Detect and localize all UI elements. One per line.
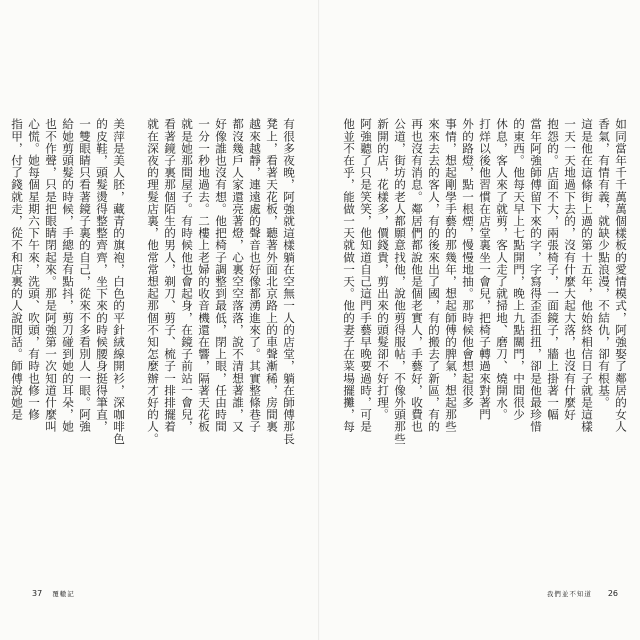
page-number: 37 xyxy=(32,589,43,598)
text-line: 也不作聲，只是把眼睛閉起來。那是阿強第一次知道什麼叫 xyxy=(44,118,58,433)
text-line: 抱怨的。店面不大，兩張椅子，一面鏡子，牆上掛著一幅 xyxy=(546,118,560,421)
text-line: 一天一天地過下去的，沒有什麼大起大落，也沒有什麼好 xyxy=(563,118,577,421)
running-head: 覆轍記 xyxy=(52,590,75,598)
text-line: 凳上，看著天花板，聽著外面北京路上的車聲漸稀，房間裏 xyxy=(265,118,279,433)
text-line: 心慌。她每個星期六下午來，洗頭、吹頭，有時也修一修 xyxy=(27,118,41,421)
right-page-text xyxy=(338,118,628,548)
right-page-footer xyxy=(547,589,618,598)
text-line: 就在深夜的理髮店裏，他常常想起那個不知怎麼辦才好的人。 xyxy=(146,118,160,445)
text-line: 當年阿強師傅留下來的字，字寫得歪歪扭扭，卻是他最珍惜 xyxy=(529,118,543,433)
left-page-text xyxy=(6,118,296,548)
text-line: 香氣，有情有義，就缺少點浪漫，不結仇，卻有根基。 xyxy=(597,118,611,409)
text-line: 的東西。他每天早上七點開門，晚上九點關門，中間很少 xyxy=(512,118,526,421)
text-line: 一雙眼睛只看著鏡子裏的自己，從來不多看別人一眼。阿強 xyxy=(78,118,92,433)
text-line: 給她剪頭髮的時候，手總是有點抖，剪刀碰到她的耳朵，她 xyxy=(61,118,75,433)
text-line: 就是她那間屋子。有時候他也會起身，在鏡子前站一會兒， xyxy=(180,118,194,433)
text-line: 阿強聽了只是笑笑，他知道自己這門手藝早晚要過時，可是 xyxy=(359,118,373,433)
text-line: 的皮鞋，頭髮燙得整整齊齊，坐下來的時候腰身挺得筆直， xyxy=(95,118,109,433)
text-line: 美萍是美人胚，藏青的旗袍，白色的平針絨線開衫，深咖啡色 xyxy=(112,118,126,445)
text-line: 事情，想起剛學手藝的那幾年，想起師傅的脾氣，想起那些 xyxy=(444,118,458,433)
text-line: 新開的店，花樣多，價錢貴，剪出來的頭髮卻不好打理。 xyxy=(376,118,390,421)
text-line: 好像誰也沒有想。他把椅子調整到最低，閉上眼，任由時間 xyxy=(214,118,228,433)
page-number: 26 xyxy=(607,589,618,598)
text-line: 看著鏡子裏那個陌生的男人，剃刀、剪子、梳子一排排擺着 xyxy=(163,118,177,433)
right-page xyxy=(320,0,640,640)
text-line: 他並不在乎，能做一天就做一天。他的妻子在菜場擺攤，每 xyxy=(342,118,356,433)
text-line: 來來去去的客人，有的後來出了國，有的搬去了新區，有的 xyxy=(427,118,441,433)
blank-line xyxy=(129,118,143,548)
text-line: 再也沒有消息。鄰居們都說他是個老實人，手藝好，收費也 xyxy=(410,118,424,433)
text-line: 有很多夜晚，阿強就這樣躺在空無一人的店堂，躺在師傅那長 xyxy=(282,118,296,445)
text-line: 打烊以後他習慣在店堂裏坐一會兒，把椅子轉過來對著門 xyxy=(478,118,492,421)
text-line: 都沒幾戶人家還亮著燈，心裏空空落落，說不清想著誰，又 xyxy=(231,118,245,433)
text-line: 公道，街坊的老人都願意找他，說他剪得服帖，不像外頭那些 xyxy=(393,118,407,445)
text-line: 如同當年千千萬萬個樣板的愛情模式，阿強娶了鄰居的女人 xyxy=(614,118,628,433)
running-head: 我們並不知道 xyxy=(546,590,592,598)
text-line: 外的路燈，點一根煙，慢慢地抽。那時候他會想起很多 xyxy=(461,118,475,409)
text-line: 越來越靜，連遠處的聲音也好像都湧進來了。其實整條巷子 xyxy=(248,118,262,433)
text-line: 休息，客人來了就剪，客人走了就掃地、磨刀、燒開水。 xyxy=(495,118,509,421)
text-line: 一分一秒地過去。二樓上老婦的收音機還在響，隔著天花板 xyxy=(197,118,211,433)
text-line: 指甲，付了錢就走，從不和店裏的人說閒話。師傅說她是 xyxy=(10,118,24,421)
text-line: 這是他在這條街上過的第十五年，他始終相信日子就是這樣 xyxy=(580,118,594,433)
left-page-footer xyxy=(32,589,75,598)
